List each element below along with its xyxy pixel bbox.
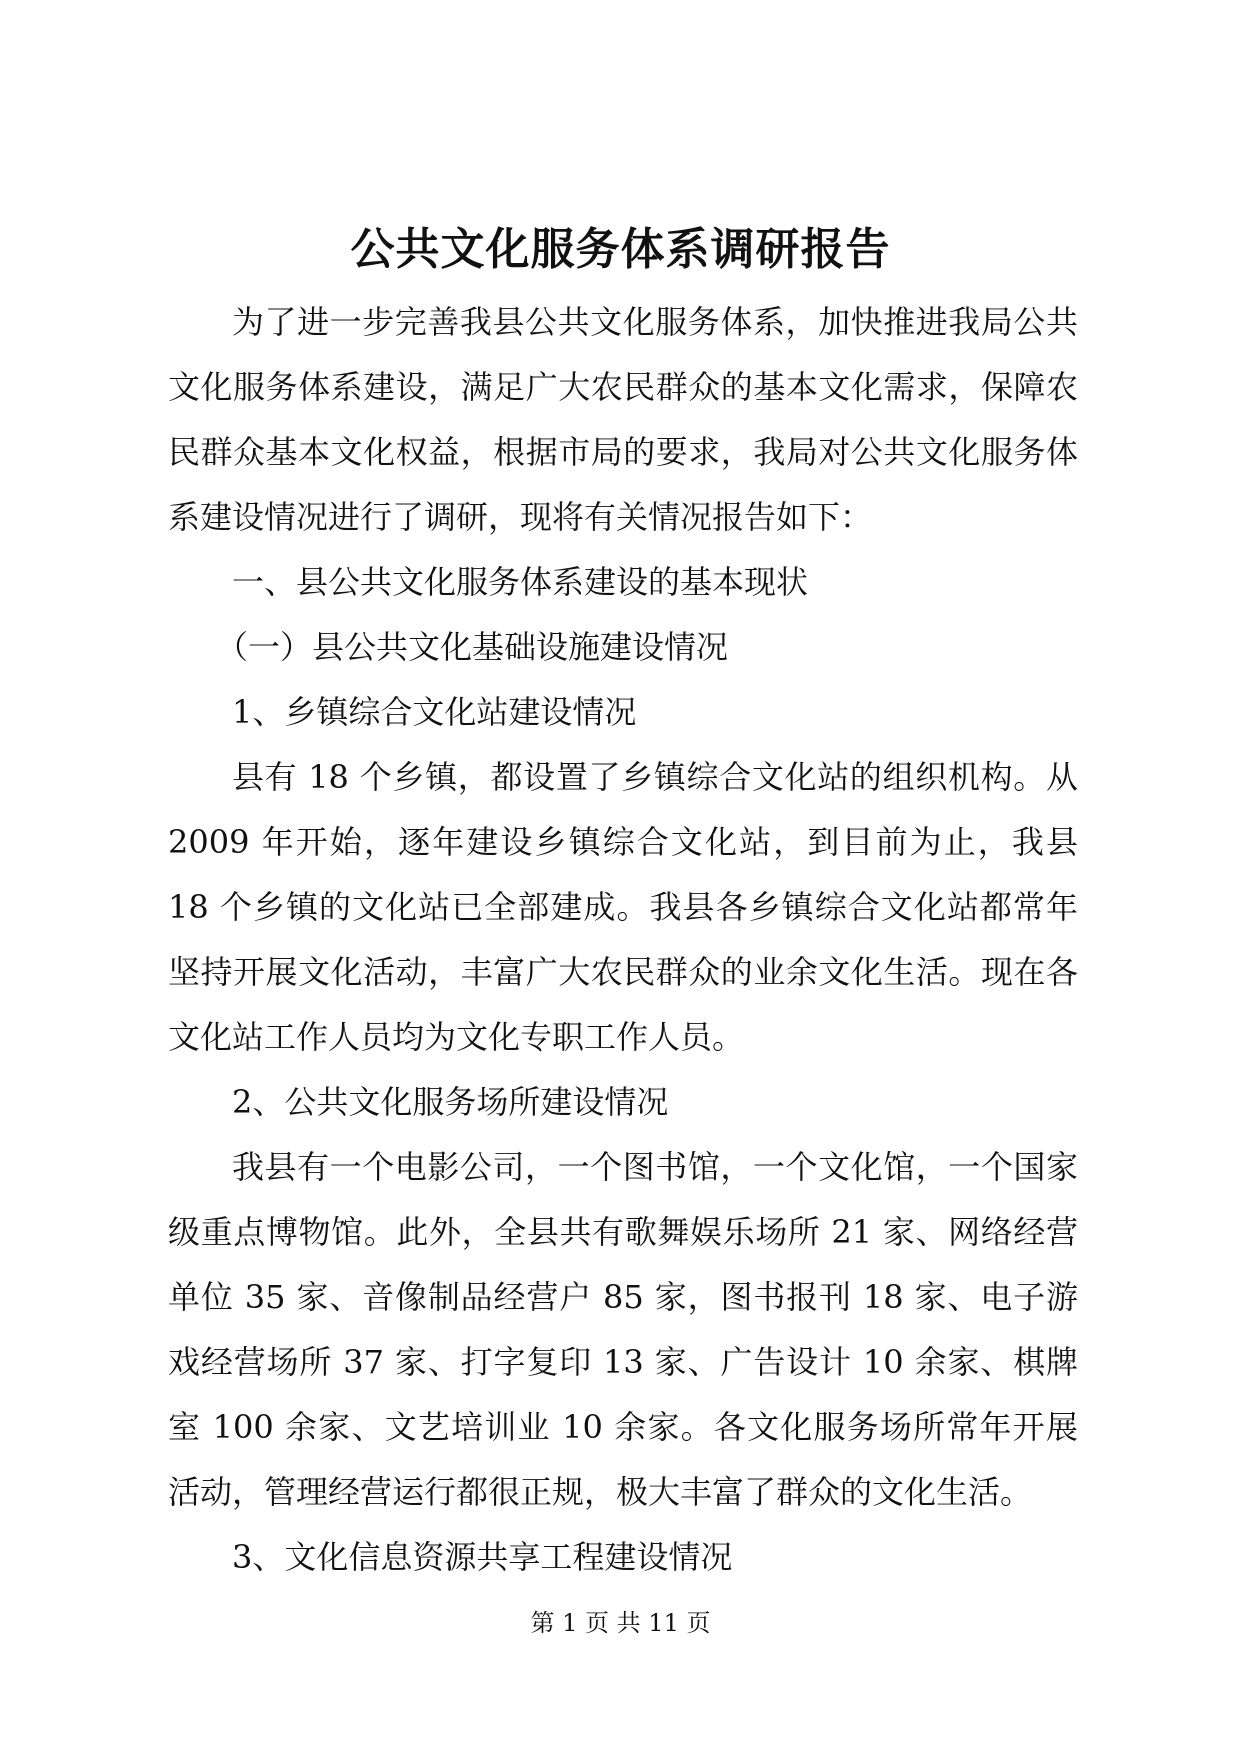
- subsection-heading-1: （一）县公共文化基础设施建设情况: [216, 628, 729, 666]
- section-heading-1: 一、县公共文化服务体系建设的基本现状: [232, 563, 809, 601]
- item-heading-2: 2、公共文化服务场所建设情况: [232, 1083, 669, 1121]
- item-paragraph-2: 我县有一个电影公司，一个图书馆，一个文化馆，一个国家级重点博物馆。此外，全县共有歌舞娱乐场所 21 家、网络经营单位 35 家、音像制品经营户 85 家，图书报刊 18 家、电子游戏经营场所 37 家、打字复印 13 家、广告设计 10 余家、棋牌室 100 余家、文艺培训业 10 余家。各文化服务场所常年开展活动，管理经营运行都很正规，极大丰富了群众的文化生活。: [168, 1148, 1078, 1511]
- page-footer: 第 1 页 共 11 页: [530, 1609, 711, 1637]
- document-title: 公共文化服务体系调研报告: [350, 224, 891, 275]
- document-body: [168, 290, 1078, 1590]
- item-heading-3: 3、文化信息资源共享工程建设情况: [232, 1538, 733, 1576]
- item-paragraph-1: 县有 18 个乡镇，都设置了乡镇综合文化站的组织机构。从 2009 年开始，逐年建设乡镇综合文化站，到目前为止，我县 18 个乡镇的文化站已全部建成。我县各乡镇综合文化站都常年坚持开展文化活动，丰富广大农民群众的业余文化生活。现在各文化站工作人员均为文化专职工作人员。: [168, 758, 1078, 1056]
- item-heading-1: 1、乡镇综合文化站建设情况: [232, 693, 637, 731]
- intro-paragraph: 为了进一步完善我县公共文化服务体系，加快推进我局公共文化服务体系建设，满足广大农民群众的基本文化需求，保障农民群众基本文化权益，根据市局的要求，我局对公共文化服务体系建设情况进行了调研，现将有关情况报告如下：: [168, 303, 1078, 536]
